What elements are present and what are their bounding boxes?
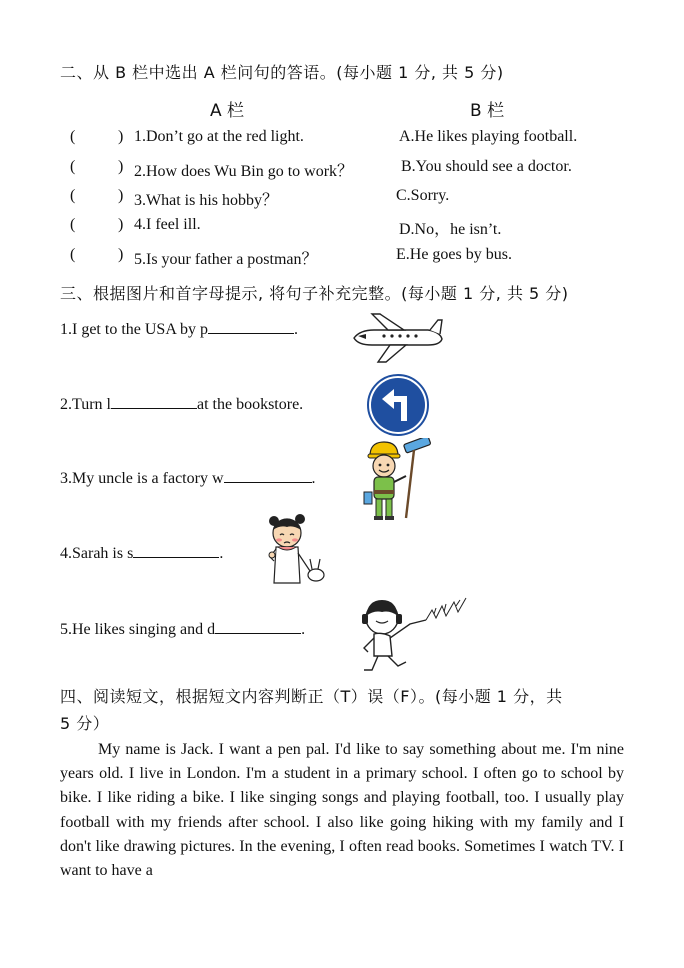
answer-blank[interactable] (111, 394, 197, 409)
match-row-1 (60, 128, 660, 150)
fill-text: at the bookstore. (196, 396, 304, 413)
airplane-icon (350, 312, 444, 364)
answer-b: B.You should see a doctor. (401, 158, 572, 175)
answer-paren-close: ) (118, 246, 124, 263)
fill-text: 4.Sarah is s (60, 545, 134, 562)
fill-item-4 (60, 543, 223, 563)
question-a: 5.Is your father a postman？ (134, 251, 318, 268)
fill-text: . (301, 621, 306, 638)
fill-text: . (219, 545, 224, 562)
answer-b: E.He goes by bus. (396, 246, 512, 263)
match-row-3 (60, 187, 660, 209)
fill-text: . (311, 470, 316, 487)
answer-paren-close: ) (118, 187, 124, 204)
turn-left-sign-icon (366, 373, 430, 437)
answer-paren-open[interactable]: ( (70, 246, 76, 263)
answer-paren-close: ) (118, 158, 124, 175)
question-a: 4.I feel ill. (134, 216, 201, 233)
fill-text: 5.He likes singing and d (60, 621, 216, 638)
answer-blank[interactable] (133, 543, 219, 558)
question-a: 1.Don’t go at the red light. (134, 128, 304, 145)
answer-blank[interactable] (215, 619, 301, 634)
sick-girl-icon (262, 513, 338, 585)
passage-text: My name is Jack. I want a pen pal. I'd like to say something about me. I'm nine years old. I live in London. I'm a student in a primary school. I often go to school by bike. I like riding a bike. I like singing songs and playing football, too. I usually play football with my friends after school. I also like going hiking with my family and I don't like drawing pictures. In the evening, I often read books. Sometimes I watch TV. I want to have a (60, 741, 624, 880)
column-b-header: B 栏 (470, 101, 505, 121)
section3-title: 三、根据图片和首字母提示, 将句子补充完整。(每小题 1 分, 共 5 分) (60, 284, 569, 303)
factory-worker-icon (360, 438, 436, 522)
fill-item-3 (60, 468, 316, 488)
section2-title: 二、从 B 栏中选出 A 栏问句的答语。(每小题 1 分, 共 5 分) (60, 63, 504, 82)
fill-item-5 (60, 619, 305, 639)
fill-text: 2.Turn l (60, 396, 111, 413)
answer-b: C.Sorry. (396, 187, 450, 204)
fill-text: 1.I get to the USA by p (60, 321, 208, 338)
reading-passage (60, 738, 624, 883)
fill-text: . (294, 321, 298, 338)
fill-item-2 (60, 394, 303, 414)
dancing-boy-icon (350, 590, 474, 674)
match-row-5 (60, 246, 660, 268)
answer-paren-open[interactable]: ( (70, 158, 76, 175)
section4-title-line2: 5 分） (60, 714, 110, 733)
answer-paren-close: ) (118, 128, 124, 145)
answer-blank[interactable] (208, 319, 294, 334)
answer-paren-close: ) (118, 216, 124, 233)
column-a-header: A 栏 (210, 101, 245, 121)
fill-item-1 (60, 319, 298, 339)
answer-paren-open[interactable]: ( (70, 187, 76, 204)
answer-paren-open[interactable]: ( (70, 128, 76, 145)
match-row-4 (60, 216, 660, 238)
answer-paren-open[interactable]: ( (70, 216, 76, 233)
match-row-2 (60, 158, 660, 180)
question-a: 3.What is his hobby？ (134, 192, 278, 209)
answer-blank[interactable] (224, 468, 312, 483)
fill-text: 3.My uncle is a factory w (60, 470, 224, 487)
section4-title-line1: 四、阅读短文，根据短文内容判断正（T）误（F）。(每小题 1 分，共 (60, 687, 563, 706)
question-a: 2.How does Wu Bin go to work？ (134, 163, 354, 180)
answer-b: D.No，he isn’t. (399, 221, 502, 238)
answer-b: A.He likes playing football. (399, 128, 578, 145)
